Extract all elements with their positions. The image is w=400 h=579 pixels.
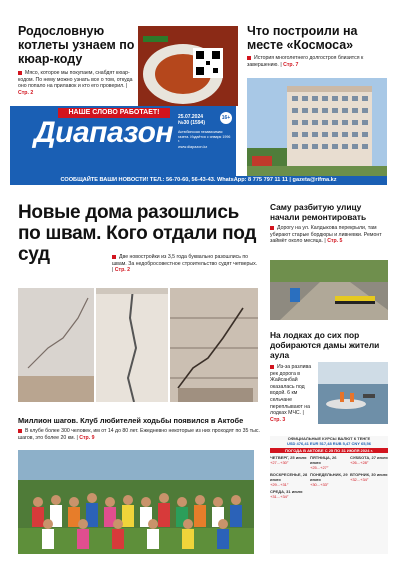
contact-bar: СООБЩАЙТЕ ВАШИ НОВОСТИ! ТЕЛ.: 56-70-60, 56-43-43. WhatsApp: 8 775 797 11 11 | gazeta@rifma.kz xyxy=(10,176,387,185)
road-text: Дорогу на ул. Калдыкова перекрыли, там убирают старые бордюры и ливневки. Ремонт займёт около месяца. | Стр. 5 xyxy=(270,225,388,245)
weather-day: СРЕДА, 31 июля +31...+34° xyxy=(270,489,303,499)
walking-club-photo xyxy=(18,450,254,554)
currency-weather-box xyxy=(270,436,388,554)
meat-photo xyxy=(138,26,238,106)
right-story-boats[interactable] xyxy=(270,330,388,360)
top-left-story[interactable] xyxy=(18,24,136,96)
right-story-road[interactable] xyxy=(270,202,388,245)
weather-day: ПОНЕДЕЛЬНИК, 29 июля +30...+33° xyxy=(310,472,348,487)
masthead[interactable] xyxy=(10,106,236,176)
weather-day: ЧЕТВЕРГ, 25 июля +27...+30° xyxy=(270,455,307,465)
main-text: Две новостройки из 3,5 года буквально разошлись по швам. За недобросовестное строительство судят четверых. | Стр. 2 xyxy=(112,254,258,274)
masthead-title: Диапазон xyxy=(34,116,174,149)
top-right-story[interactable] xyxy=(247,24,387,68)
masthead-slogan: НАШЕ СЛОВО РАБОТАЕТ! xyxy=(58,108,170,118)
walking-story[interactable] xyxy=(18,416,268,441)
weather-title: ПОГОДА В АКТОБЕ С 25 ПО 31 ИЮЛЯ 2024 г. xyxy=(270,448,388,453)
currency-rates: USD 476,41 EUR 517,48 RUB 5,47 CNY 65,56 xyxy=(287,441,371,446)
boats-photo xyxy=(318,362,388,424)
top-left-headline[interactable]: Родословную котлеты узнаем по кюар-коду xyxy=(18,24,135,66)
walking-headline[interactable]: Миллион шагов. Клуб любителей ходьбы появился в Актобе xyxy=(18,416,244,425)
weather-day: СУББОТА, 27 июля +26...+28° xyxy=(350,455,388,465)
weather-day: ВОСКРЕСЕНЬЕ, 28 июля +29...+31° xyxy=(270,472,308,487)
top-right-text: История многолетнего долгостроя близится к завершению. | Стр. 7 xyxy=(247,55,387,68)
top-left-text: Мясо, которое мы покупаем, снабдят кюар-кодом. По нему можно узнать все о том, откуда оно попало на прилавок и кто его проверил. | Стр. 2 xyxy=(18,70,136,96)
weather-grid xyxy=(270,455,388,499)
road-repair-photo xyxy=(270,260,388,320)
top-right-headline[interactable]: Что построили на месте «Космоса» xyxy=(247,24,358,52)
road-headline[interactable]: Саму разбитую улицу начали ремонтировать xyxy=(270,202,367,222)
boats-text: Из-за разлива рек дорога в Жайсанбай оказалась под водой. 6 км сельчане переплывают на лодках МЧС. | Стр. 3 xyxy=(270,364,316,423)
age-badge: 16+ xyxy=(220,112,232,124)
main-headline[interactable]: Новые дома разошлись по швам. Кого отдали под суд xyxy=(18,202,257,265)
kosmos-building-photo xyxy=(247,78,387,176)
cracked-walls-photos xyxy=(18,288,258,402)
masthead-info: 25.07.2024 №30 (1594) Актюбинская независимая газета. Издаётся с января 1996 г. www.diapazon.kz xyxy=(178,114,231,149)
walking-text: В клубе более 300 человек, им от 14 до 80 лет. Ежедневно некоторые из них проходят по 35 тыс. шагов, это более 20 км. | Стр. 9 xyxy=(18,428,268,441)
currency-title: ОФИЦИАЛЬНЫЕ КУРСЫ ВАЛЮТ К ТЕНГЕ xyxy=(287,436,371,441)
boats-headline[interactable]: На лодках до сих пор добираются дамы жители аула xyxy=(270,330,380,360)
weather-day: ПЯТНИЦА, 26 июля +25...+27° xyxy=(310,455,337,470)
weather-day: ВТОРНИК, 30 июля +32...+34° xyxy=(350,472,388,482)
